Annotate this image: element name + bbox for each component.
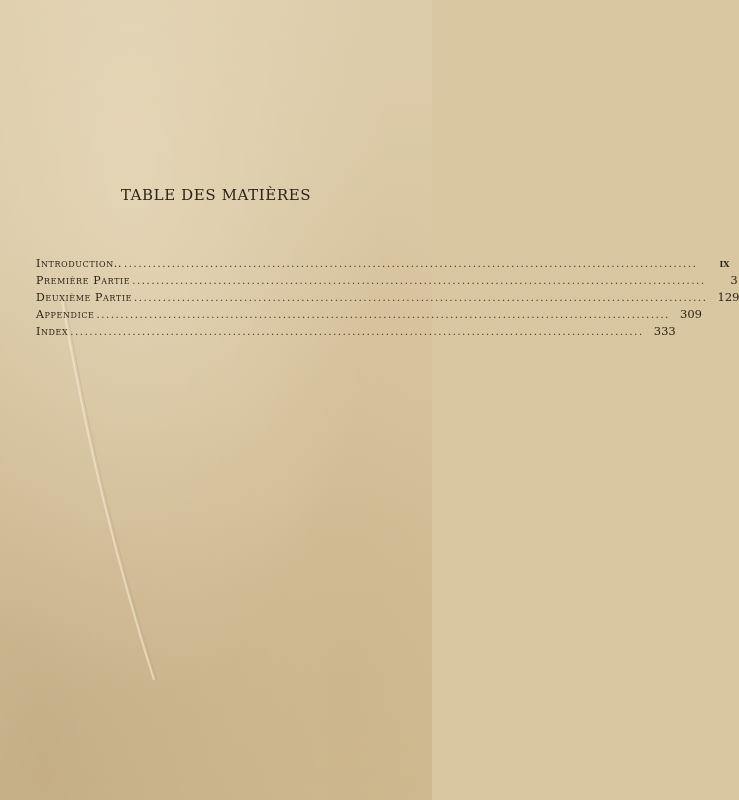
toc-entry-page: ix [719, 256, 730, 270]
toc-entry-label: Deuxième Partie [36, 291, 133, 304]
toc-entry-page: 3 [730, 273, 738, 287]
toc-leader-dots: ........................................................................................................................ [70, 327, 644, 338]
toc-entry-introduction [36, 256, 730, 273]
toc-leader-dots: ........................................................................................................................ [132, 276, 706, 287]
page-crease [58, 300, 158, 680]
toc-entry-premiere-partie [36, 273, 738, 290]
toc-entry-label: Introduction.. [36, 257, 122, 270]
toc-entry-deuxieme-partie [36, 290, 739, 307]
table-of-contents [36, 256, 739, 341]
toc-entry-index [36, 324, 676, 341]
toc-entry-label: Appendice [36, 308, 95, 321]
toc-entry-page: 129 [717, 290, 739, 304]
toc-entry-appendice [36, 307, 702, 324]
toc-leader-dots: ........................................................................................................................ [96, 310, 670, 321]
toc-entry-label: Première Partie [36, 274, 131, 287]
toc-leader-dots: ........................................................................................................................ [134, 293, 708, 304]
toc-leader-dots: ........................................................................................................................ [124, 259, 698, 270]
toc-entry-page: 333 [653, 324, 676, 338]
page-title: TABLE DES MATIÈRES [120, 186, 312, 204]
toc-entry-page: 309 [680, 307, 702, 321]
toc-entry-label: Index [36, 325, 69, 338]
